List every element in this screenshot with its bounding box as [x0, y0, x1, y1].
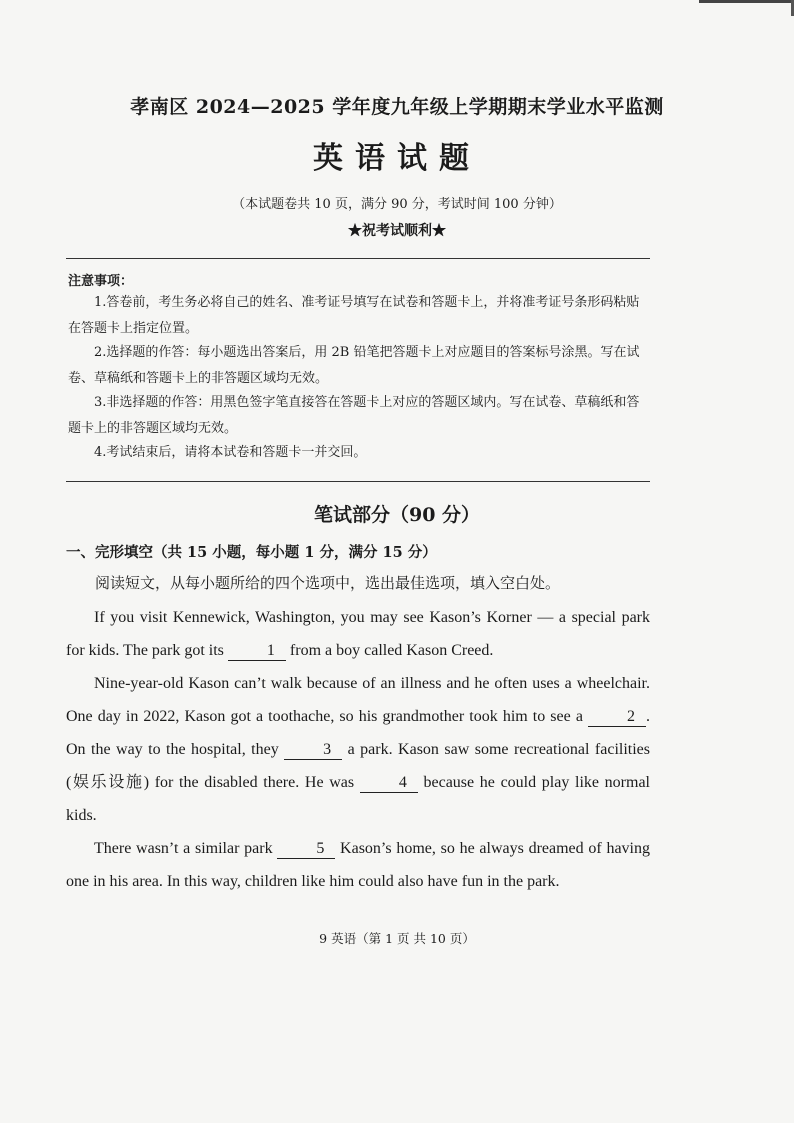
note-item-4: 4.考试结束后，请将本试卷和答题卡一并交回。	[94, 445, 367, 460]
top-divider	[66, 258, 650, 259]
part-heading: 一、完形填空（共 15 小题，每小题 1 分，满分 15 分）	[66, 544, 437, 561]
blank-3: 3	[284, 741, 342, 760]
blank-1: 1	[228, 642, 286, 661]
notes-heading: 注意事项：	[68, 274, 134, 289]
page-footer: 9 英语（第 1 页 共 10 页）	[319, 931, 475, 946]
blank-2: 2	[588, 708, 646, 727]
scan-edge-mark	[699, 0, 794, 3]
note-item-2: 2.选择题的作答：每小题选出答案后，用 2B 铅笔把答题卡上对应题目的答案标号涂黑。写在试卷、草稿纸和答题卡上的非答题区域均无效。	[68, 345, 640, 386]
exam-title: 孝南区 2024—2025 学年度九年级上学期期末学业水平监测	[130, 96, 664, 118]
note-item-1: 1.答卷前，考生务必将自己的姓名、准考证号填写在试卷和答题卡上，并将准考证号条形码粘贴在答题卡上指定位置。	[68, 295, 640, 336]
passage-paragraph-2: Nine-year-old Kason can’t walk because of an illness and he often uses a wheelchair. One day in 2022, Kason got a toothache, so his grandmother took him to see a 2 . On the way to the hospital, they 3 a park. Kason saw some recreational facilities (娱乐设施) for the disabled there. He was 4 because he could play like normal kids.	[66, 675, 651, 824]
blank-5: 5	[277, 840, 335, 859]
instruction-text: 阅读短文，从每小题所给的四个选项中，选出最佳选项，填入空白处。	[95, 574, 561, 592]
section-title: 笔试部分（90 分）	[313, 504, 481, 526]
passage-paragraph-1: If you visit Kennewick, Washington, you may see Kason’s Korner — a special park for kids. The park got its 1 from a boy called Kason Creed.	[66, 609, 650, 659]
passage-paragraph-3: There wasn’t a similar park 5 Kason’s home, so he always dreamed of having one in his area. In this way, children like him could also have fun in the park.	[66, 840, 650, 890]
good-luck-line: ★祝考试顺利★	[348, 223, 446, 239]
bottom-divider	[66, 481, 650, 482]
note-item-3: 3.非选择题的作答：用黑色签字笔直接答在答题卡上对应的答题区域内。写在试卷、草稿纸和答题卡上的非答题区域均无效。	[68, 395, 640, 436]
subject-title: 英语试题	[313, 141, 481, 176]
exam-info: （本试题卷共 10 页，满分 90 分，考试时间 100 分钟）	[232, 197, 562, 212]
blank-4: 4	[360, 774, 418, 793]
